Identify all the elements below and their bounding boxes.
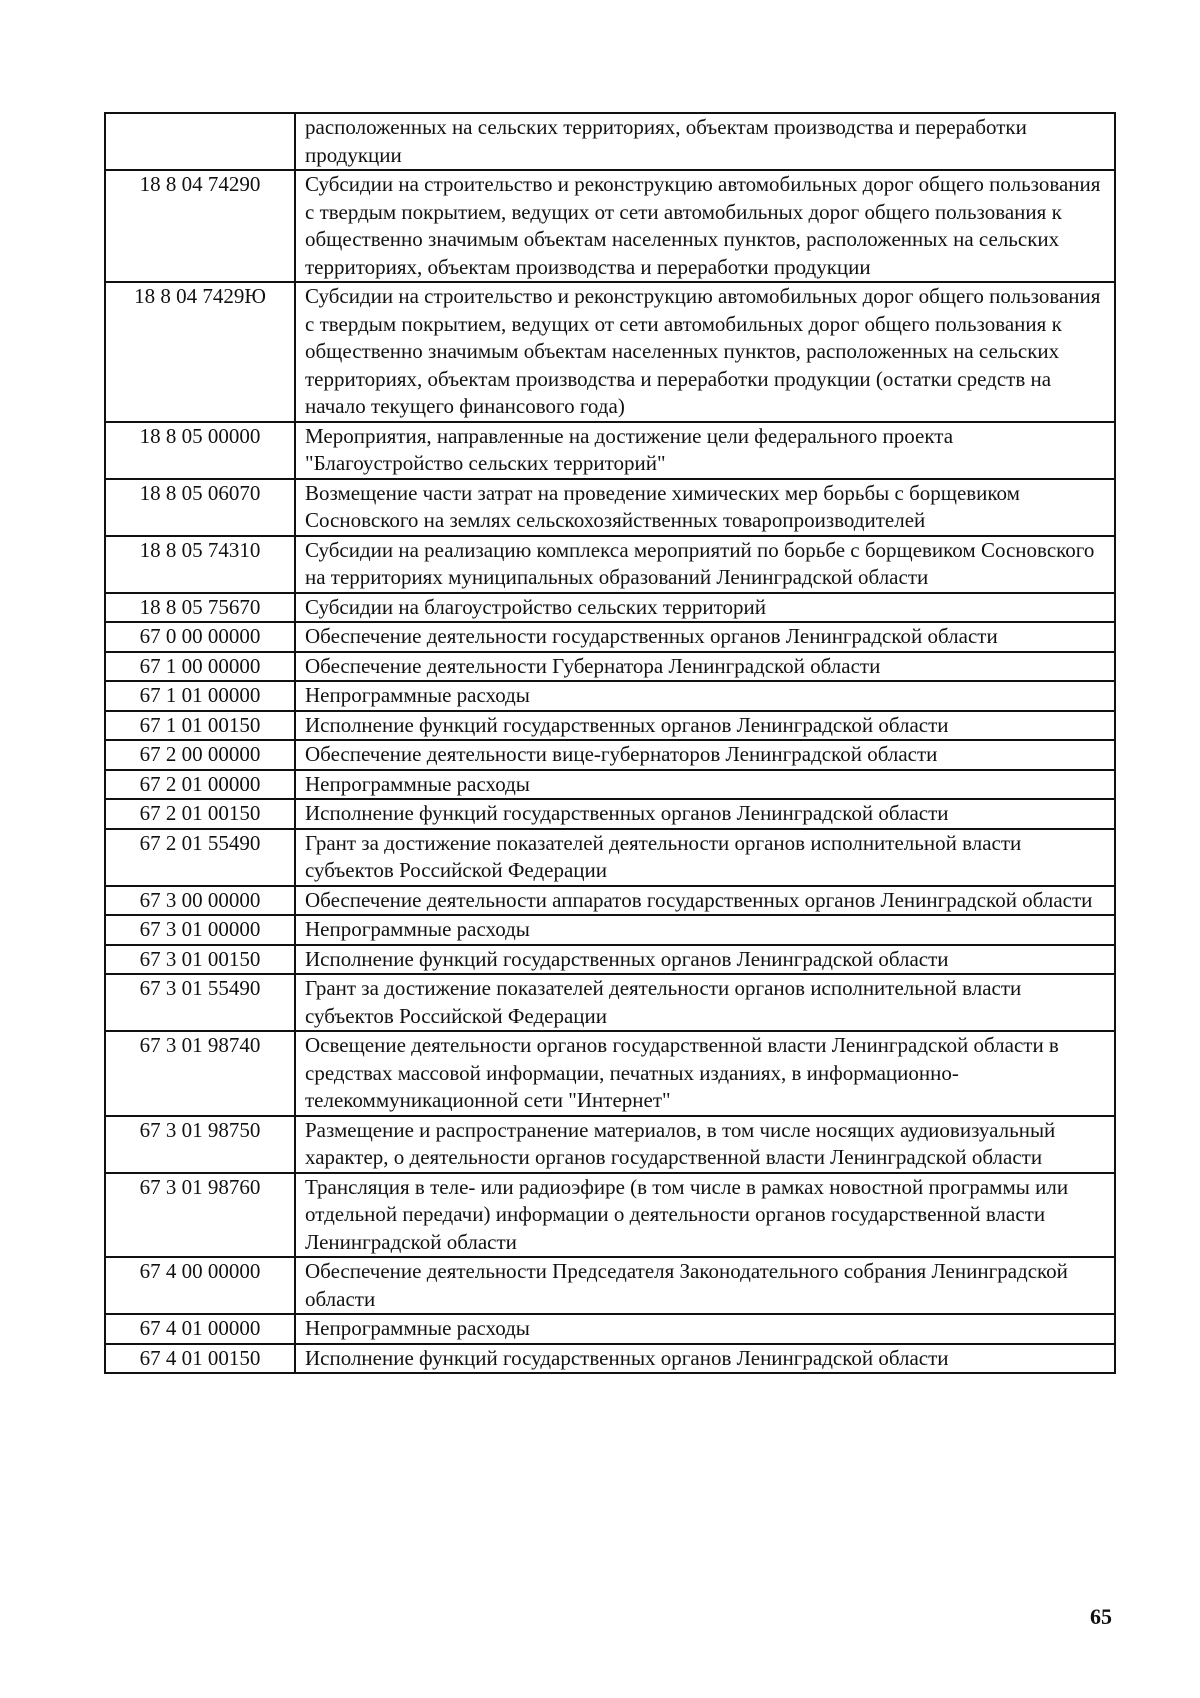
target-article-code: 67 0 00 00000 (105, 622, 295, 652)
table-row (105, 1314, 1115, 1344)
table-row (105, 652, 1115, 682)
target-article-name: расположенных на сельских территориях, объектам производства и переработки продукции (295, 113, 1115, 170)
target-article-code: 18 8 05 00000 (105, 422, 295, 479)
table-row (105, 622, 1115, 652)
target-article-name: Обеспечение деятельности Председателя Законодательного собрания Ленинградской области (295, 1257, 1115, 1314)
target-article-name: Исполнение функций государственных органов Ленинградской области (295, 711, 1115, 741)
target-article-name: Грант за достижение показателей деятельности органов исполнительной власти субъектов Российской Федерации (295, 829, 1115, 886)
table-row (105, 829, 1115, 886)
target-article-name: Субсидии на строительство и реконструкцию автомобильных дорог общего пользования с твердым покрытием, ведущих от сети автомобильных дорог общего пользования к общественно значимым объектам населенных пунктов, расположенных на сельских территориях, объектам производства и переработки продукции (остатки средств на начало текущего финансового года) (295, 282, 1115, 422)
target-article-name: Исполнение функций государственных органов Ленинградской области (295, 1344, 1115, 1374)
target-article-code: 67 3 01 98750 (105, 1116, 295, 1173)
target-article-name: Обеспечение деятельности аппаратов государственных органов Ленинградской области (295, 886, 1115, 916)
target-article-code: 67 2 01 00000 (105, 770, 295, 800)
table-row (105, 711, 1115, 741)
target-article-name: Обеспечение деятельности вице-губернаторов Ленинградской области (295, 740, 1115, 770)
target-article-name: Грант за достижение показателей деятельности органов исполнительной власти субъектов Российской Федерации (295, 974, 1115, 1031)
target-article-code: 18 8 05 75670 (105, 593, 295, 623)
target-article-name: Обеспечение деятельности государственных органов Ленинградской области (295, 622, 1115, 652)
table-row (105, 422, 1115, 479)
target-article-name: Обеспечение деятельности Губернатора Ленинградской области (295, 652, 1115, 682)
target-article-code: 67 3 01 00000 (105, 915, 295, 945)
target-article-code: 67 3 00 00000 (105, 886, 295, 916)
target-article-code: 18 8 04 74290 (105, 170, 295, 282)
target-article-name: Непрограммные расходы (295, 1314, 1115, 1344)
target-article-code: 67 2 01 55490 (105, 829, 295, 886)
target-article-name: Субсидии на благоустройство сельских территорий (295, 593, 1115, 623)
target-article-code (105, 113, 295, 170)
table-row (105, 479, 1115, 536)
table-row (105, 1031, 1115, 1116)
table-row (105, 1344, 1115, 1374)
table-row (105, 1116, 1115, 1173)
budget-classification-table (104, 112, 1116, 1374)
target-article-name: Непрограммные расходы (295, 915, 1115, 945)
target-article-code: 67 3 01 55490 (105, 974, 295, 1031)
target-article-name: Возмещение части затрат на проведение химических мер борьбы с борщевиком Сосновского на землях сельскохозяйственных товаропроизводителей (295, 479, 1115, 536)
target-article-code: 67 4 00 00000 (105, 1257, 295, 1314)
table-body (105, 113, 1115, 1373)
target-article-name: Трансляция в теле- или радиоэфире (в том числе в рамках новостной программы или отдельной передачи) информации о деятельности органов государственной власти Ленинградской области (295, 1173, 1115, 1258)
target-article-code: 18 8 04 7429Ю (105, 282, 295, 422)
table-row (105, 681, 1115, 711)
table-row (105, 282, 1115, 422)
table-row (105, 1257, 1115, 1314)
target-article-code: 67 1 00 00000 (105, 652, 295, 682)
table-row (105, 886, 1115, 916)
target-article-name: Исполнение функций государственных органов Ленинградской области (295, 799, 1115, 829)
table-row (105, 536, 1115, 593)
target-article-name: Субсидии на реализацию комплекса мероприятий по борьбе с борщевиком Сосновского на территориях муниципальных образований Ленинградской области (295, 536, 1115, 593)
table-row (105, 1173, 1115, 1258)
target-article-name: Непрограммные расходы (295, 770, 1115, 800)
target-article-code: 18 8 05 74310 (105, 536, 295, 593)
table-row (105, 170, 1115, 282)
target-article-name: Субсидии на строительство и реконструкцию автомобильных дорог общего пользования с твердым покрытием, ведущих от сети автомобильных дорог общего пользования к общественно значимым объектам населенных пунктов, расположенных на сельских территориях, объектам производства и переработки продукции (295, 170, 1115, 282)
target-article-name: Размещение и распространение материалов, в том числе носящих аудиовизуальный характер, о деятельности органов государственной власти Ленинградской области (295, 1116, 1115, 1173)
table-row (105, 799, 1115, 829)
target-article-code: 18 8 05 06070 (105, 479, 295, 536)
table-row (105, 593, 1115, 623)
table-row (105, 945, 1115, 975)
target-article-code: 67 2 00 00000 (105, 740, 295, 770)
target-article-name: Освещение деятельности органов государственной власти Ленинградской области в средствах массовой информации, печатных изданиях, в информационно-телекоммуникационной сети "Интернет" (295, 1031, 1115, 1116)
table-row (105, 915, 1115, 945)
target-article-code: 67 3 01 98740 (105, 1031, 295, 1116)
target-article-code: 67 1 01 00000 (105, 681, 295, 711)
target-article-name: Непрограммные расходы (295, 681, 1115, 711)
page-number: 65 (1090, 1604, 1112, 1629)
target-article-code: 67 4 01 00000 (105, 1314, 295, 1344)
table-row (105, 113, 1115, 170)
target-article-code: 67 3 01 98760 (105, 1173, 295, 1258)
table-row (105, 770, 1115, 800)
target-article-name: Мероприятия, направленные на достижение цели федерального проекта "Благоустройство сельских территорий" (295, 422, 1115, 479)
table-row (105, 740, 1115, 770)
target-article-name: Исполнение функций государственных органов Ленинградской области (295, 945, 1115, 975)
target-article-code: 67 2 01 00150 (105, 799, 295, 829)
target-article-code: 67 4 01 00150 (105, 1344, 295, 1374)
target-article-code: 67 3 01 00150 (105, 945, 295, 975)
target-article-code: 67 1 01 00150 (105, 711, 295, 741)
table-row (105, 974, 1115, 1031)
